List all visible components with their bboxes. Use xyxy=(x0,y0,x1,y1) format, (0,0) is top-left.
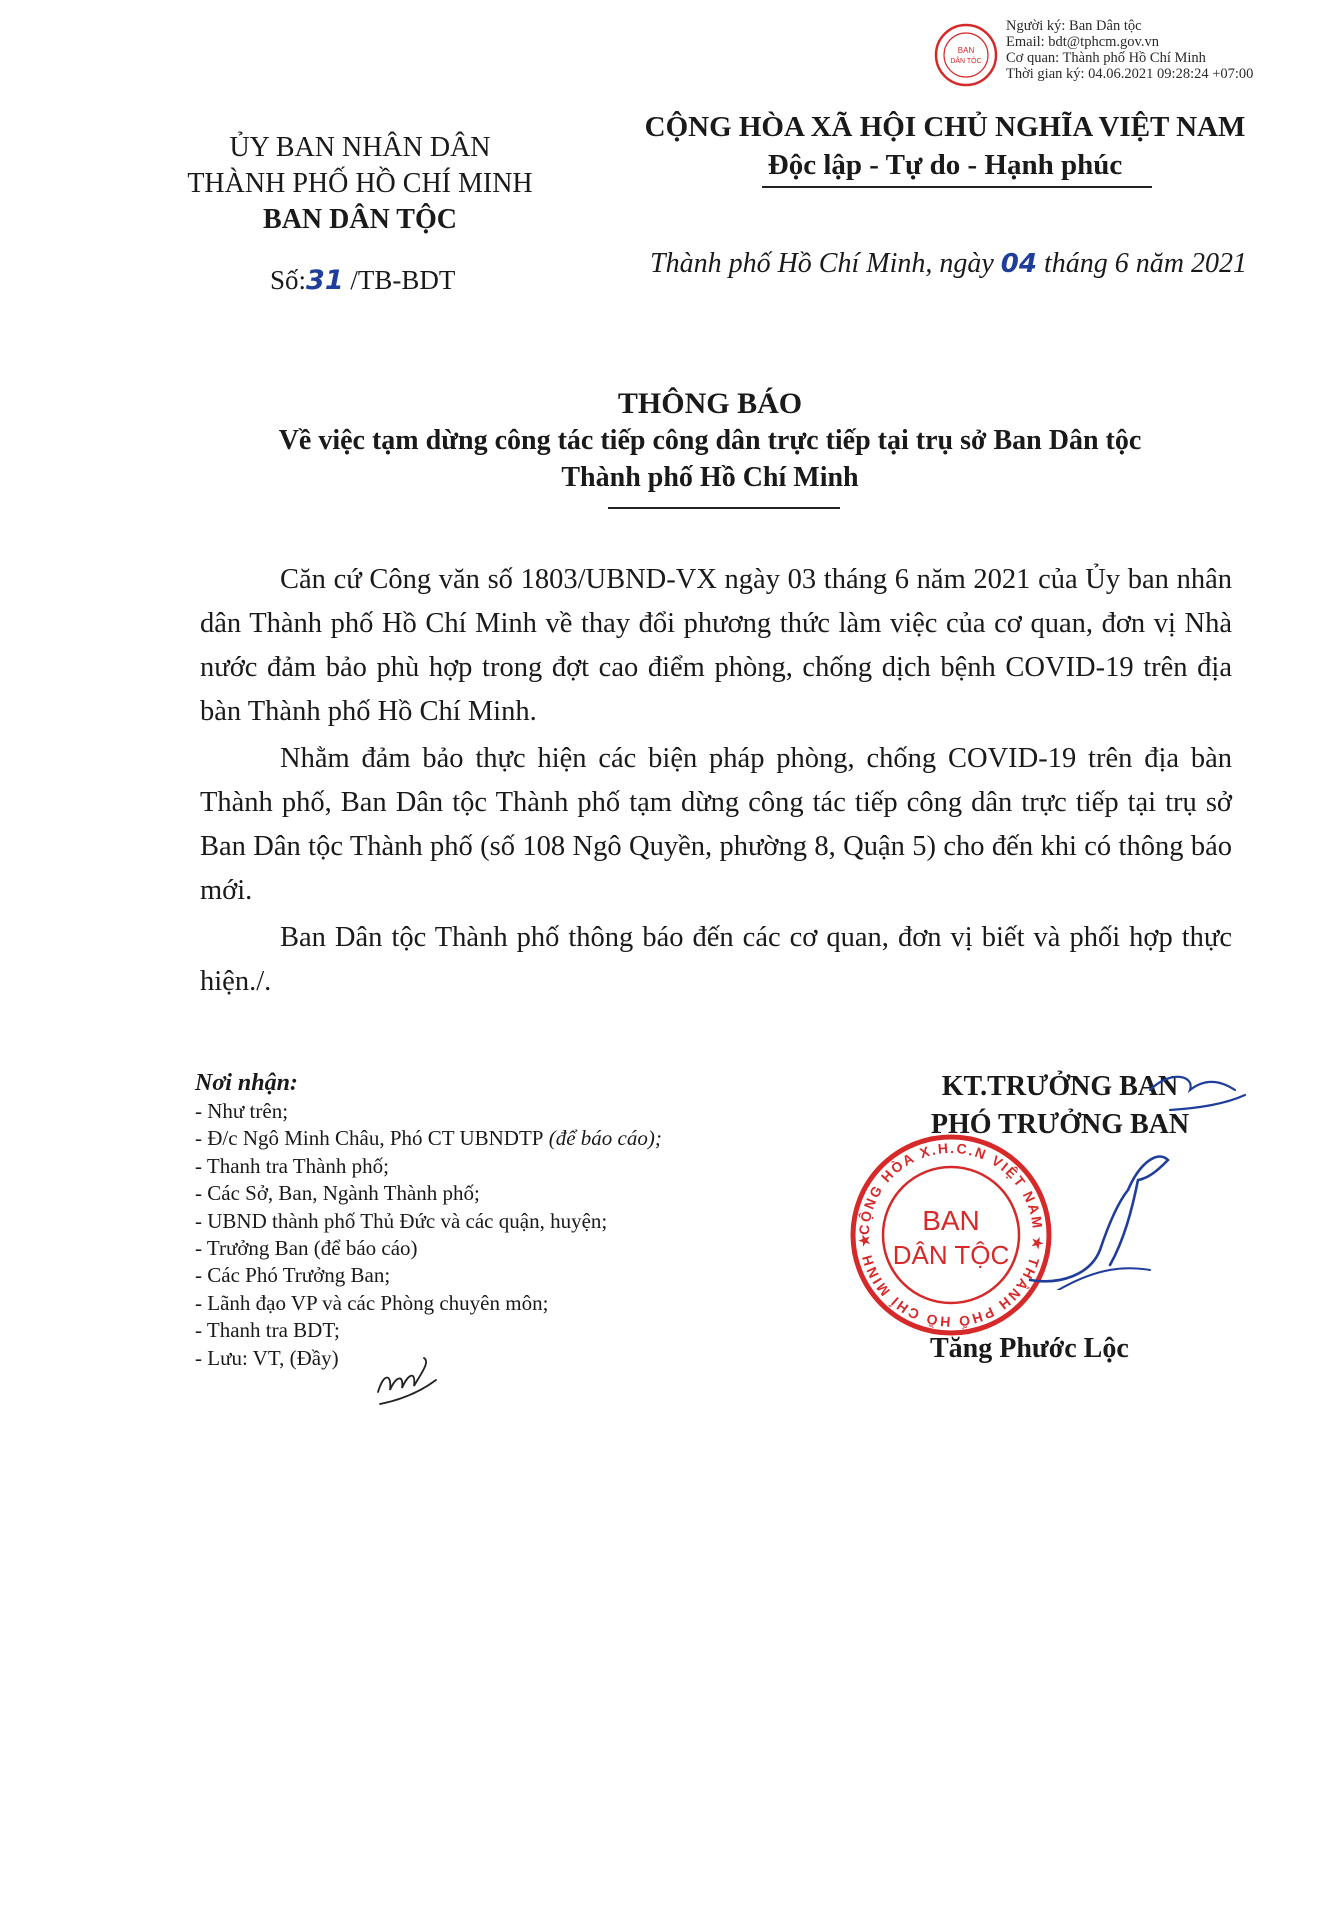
title-underline xyxy=(608,507,840,509)
seal-center-line2: DÂN TỘC xyxy=(892,1240,1010,1270)
handwritten-signature-icon xyxy=(1020,1050,1260,1290)
national-header xyxy=(620,108,1270,184)
recipient-item: - Các Phó Trưởng Ban; xyxy=(195,1263,391,1288)
doc-number-suffix: /TB-BDT xyxy=(343,265,456,295)
email-line: Email: bdt@tphcm.gov.vn xyxy=(1006,34,1159,50)
agency-line-2: THÀNH PHỐ HỒ CHÍ MINH xyxy=(187,168,533,199)
body-paragraph-2: Nhằm đảm bảo thực hiện các biện pháp phòng, chống COVID-19 trên địa bàn Thành phố, Ban Dân tộc Thành phố tạm dừng công tác tiếp công dân trực tiếp tại trụ sở Ban Dân tộc Thành phố (số 108 Ngô Quyền, phường 8, Quận 5) cho đến khi có thông báo mới. xyxy=(200,743,1232,906)
place-and-date xyxy=(650,248,1247,280)
agency-line-1: ỦY BAN NHÂN DÂN xyxy=(229,132,491,163)
recipient-item: - Trưởng Ban (để báo cáo) xyxy=(195,1236,418,1261)
notice-title xyxy=(210,385,1210,496)
sig-stamp-line2: DÂN TỘC xyxy=(950,58,982,65)
date-suffix: tháng 6 năm 2021 xyxy=(1036,248,1247,279)
sign-time-line: Thời gian ký: 04.06.2021 09:28:24 +07:00 xyxy=(1006,66,1254,82)
body-paragraph-3: Ban Dân tộc Thành phố thông báo đến các cơ quan, đơn vị biết và phối hợp thực hiện./. xyxy=(200,922,1232,997)
signer-name: Tăng Phước Lộc xyxy=(930,1333,1129,1364)
recipient-item: - Lãnh đạo VP và các Phòng chuyên môn; xyxy=(195,1290,549,1315)
doc-number-prefix: Số: xyxy=(270,265,307,295)
initials-signature-icon xyxy=(370,1352,445,1412)
notice-body xyxy=(200,558,1232,1007)
doc-number-handwritten: 31 xyxy=(306,265,344,296)
date-day-handwritten: 04 xyxy=(1000,249,1037,279)
agency-line-3: BAN DÂN TỘC xyxy=(263,204,457,235)
title-line-2: Về việc tạm dừng công tác tiếp công dân trực tiếp tại trụ sở Ban Dân tộc xyxy=(278,425,1142,456)
sig-stamp-line1: BAN xyxy=(957,46,975,55)
recipient-item: - Như trên; xyxy=(195,1099,289,1123)
title-line-3: Thành phố Hồ Chí Minh xyxy=(561,462,859,493)
issuing-agency-header xyxy=(160,130,560,238)
recipient-item: - Lưu: VT, (Đầy) xyxy=(195,1345,339,1370)
document-number xyxy=(270,265,455,296)
recipient-item-text: - Đ/c Ngô Minh Châu, Phó CT UBNDTP xyxy=(195,1126,544,1151)
recipient-item: - UBND thành phố Thủ Đức và các quận, huyện; xyxy=(195,1208,608,1233)
motto-underline xyxy=(762,186,1152,188)
seal-center-line1: BAN xyxy=(922,1205,980,1236)
recipient-item xyxy=(195,1125,795,1152)
date-prefix: Thành phố Hồ Chí Minh, ngày xyxy=(650,248,1001,279)
digital-signature-stamp-icon xyxy=(933,22,999,88)
signer-title: PHÓ TRƯỞNG BAN xyxy=(930,1109,1190,1140)
recipient-item: - Thanh tra BDT; xyxy=(195,1318,340,1343)
body-paragraph-1: Căn cứ Công văn số 1803/UBND-VX ngày 03 tháng 6 năm 2021 của Ủy ban nhân dân Thành phố Hồ Chí Minh về thay đổi phương thức làm việc của cơ quan, đơn vị Nhà nước đảm bảo phù hợp trong đợt cao điểm phòng, chống dịch bệnh COVID-19 trên địa bàn Thành phố Hồ Chí Minh. xyxy=(200,564,1232,727)
country-name: CỘNG HÒA XÃ HỘI CHỦ NGHĨA VIỆT NAM xyxy=(644,111,1246,143)
recipients-list xyxy=(195,1068,795,1372)
national-motto: Độc lập - Tự do - Hạnh phúc xyxy=(767,149,1123,181)
title-line-1: THÔNG BÁO xyxy=(617,387,803,420)
recipients-heading: Nơi nhận: xyxy=(195,1070,298,1096)
digital-signature-details xyxy=(1006,18,1253,82)
signer-line: Người ký: Ban Dân tộc xyxy=(1006,18,1142,34)
signer-authority: KT.TRƯỞNG BAN xyxy=(941,1071,1179,1102)
recipient-item-note: (để báo cáo); xyxy=(543,1126,662,1151)
recipient-item: - Thanh tra Thành phố; xyxy=(195,1153,390,1178)
seal-ring-text: CỘNG HÒA X.H.C.N VIỆT NAM ★ THÀNH PHỐ HỒ CHÍ MINH ★ xyxy=(855,1139,1047,1331)
recipient-item: - Các Sở, Ban, Ngành Thành phố; xyxy=(195,1181,480,1206)
agency-line: Cơ quan: Thành phố Hồ Chí Minh xyxy=(1006,50,1206,66)
